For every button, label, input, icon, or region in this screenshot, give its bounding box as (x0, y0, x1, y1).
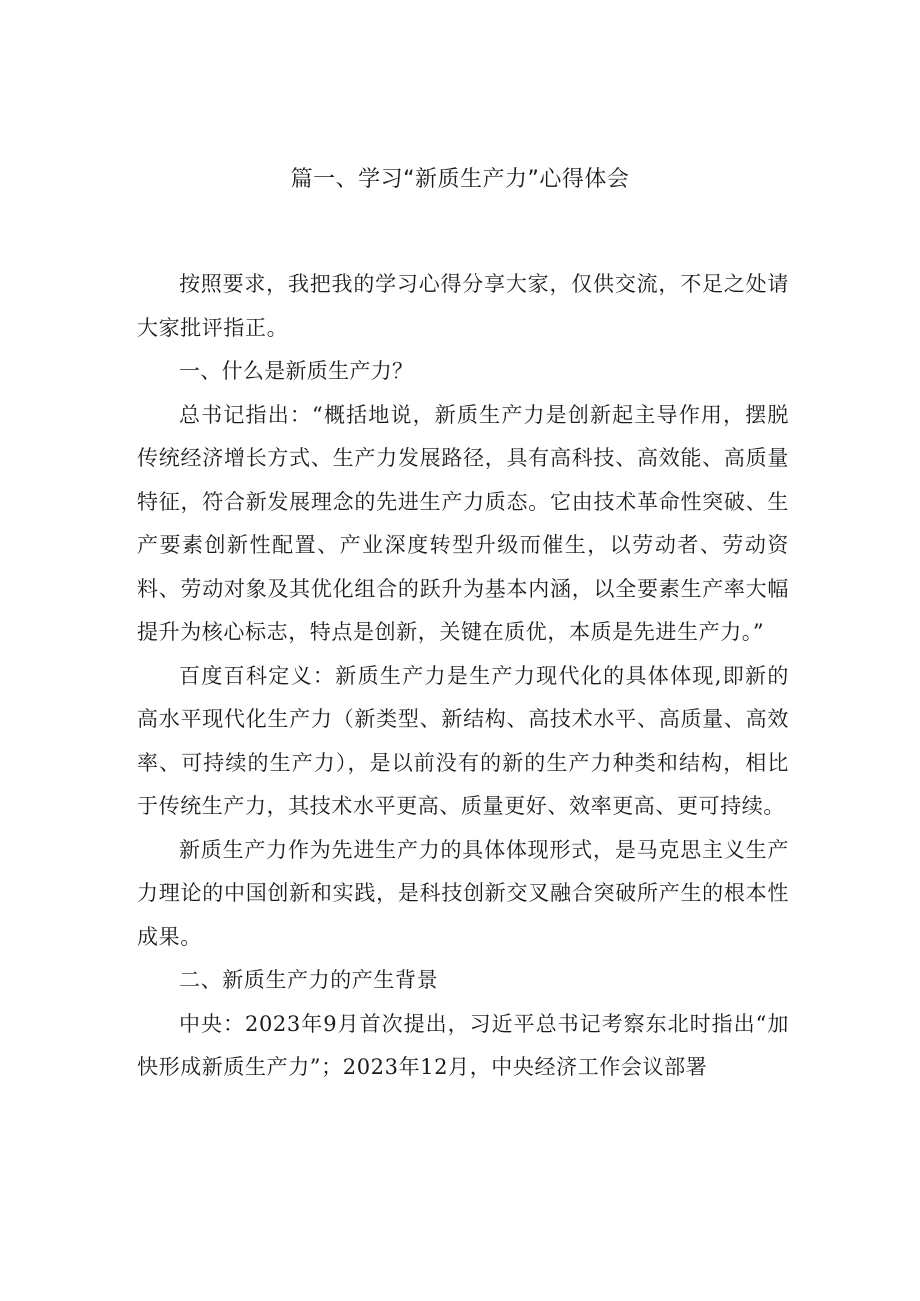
definition-paragraph: 百度百科定义：新质生产力是生产力现代化的具体体现,即新的高水平现代化生产力（新类型、新结构、高技术水平、高质量、高效率、可持续的生产力），是以前没有的新的生产力种类和结构，相比于传统生产力，其技术水平更高、质量更好、效率更高、更可持续。 (137, 663, 789, 818)
quote-paragraph: 总书记指出：“概括地说，新质生产力是创新起主导作用，摆脱传统经济增长方式、生产力发展路径，具有高科技、高效能、高质量特征，符合新发展理念的先进生产力质态。它由技术革命性突破、生产要素创新性配置、产业深度转型升级而催生，以劳动者、劳动资料、劳动对象及其优化组合的跃升为基本内涵，以全要素生产率大幅提升为核心标志，特点是创新，关键在质优，本质是先进生产力。” (137, 402, 789, 644)
document-body (137, 263, 789, 1090)
background-paragraph: 中央：2023年9月首次提出，习近平总书记考察东北时指出“加快形成新质生产力”；2023年12月，中央经济工作会议部署 (137, 1011, 789, 1079)
explanation-paragraph: 新质生产力作为先进生产力的具体体现形式，是马克思主义生产力理论的中国创新和实践，是科技创新交叉融合突破所产生的根本性成果。 (137, 837, 789, 949)
section-heading-1: 一、什么是新质生产力？ (179, 359, 414, 383)
section-heading-2: 二、新质生产力的产生背景 (179, 968, 439, 992)
document-title: 篇一、学习“新质生产力”心得体会 (290, 167, 630, 192)
intro-paragraph: 按照要求，我把我的学习心得分享大家，仅供交流，不足之处请大家批评指正。 (137, 272, 789, 340)
